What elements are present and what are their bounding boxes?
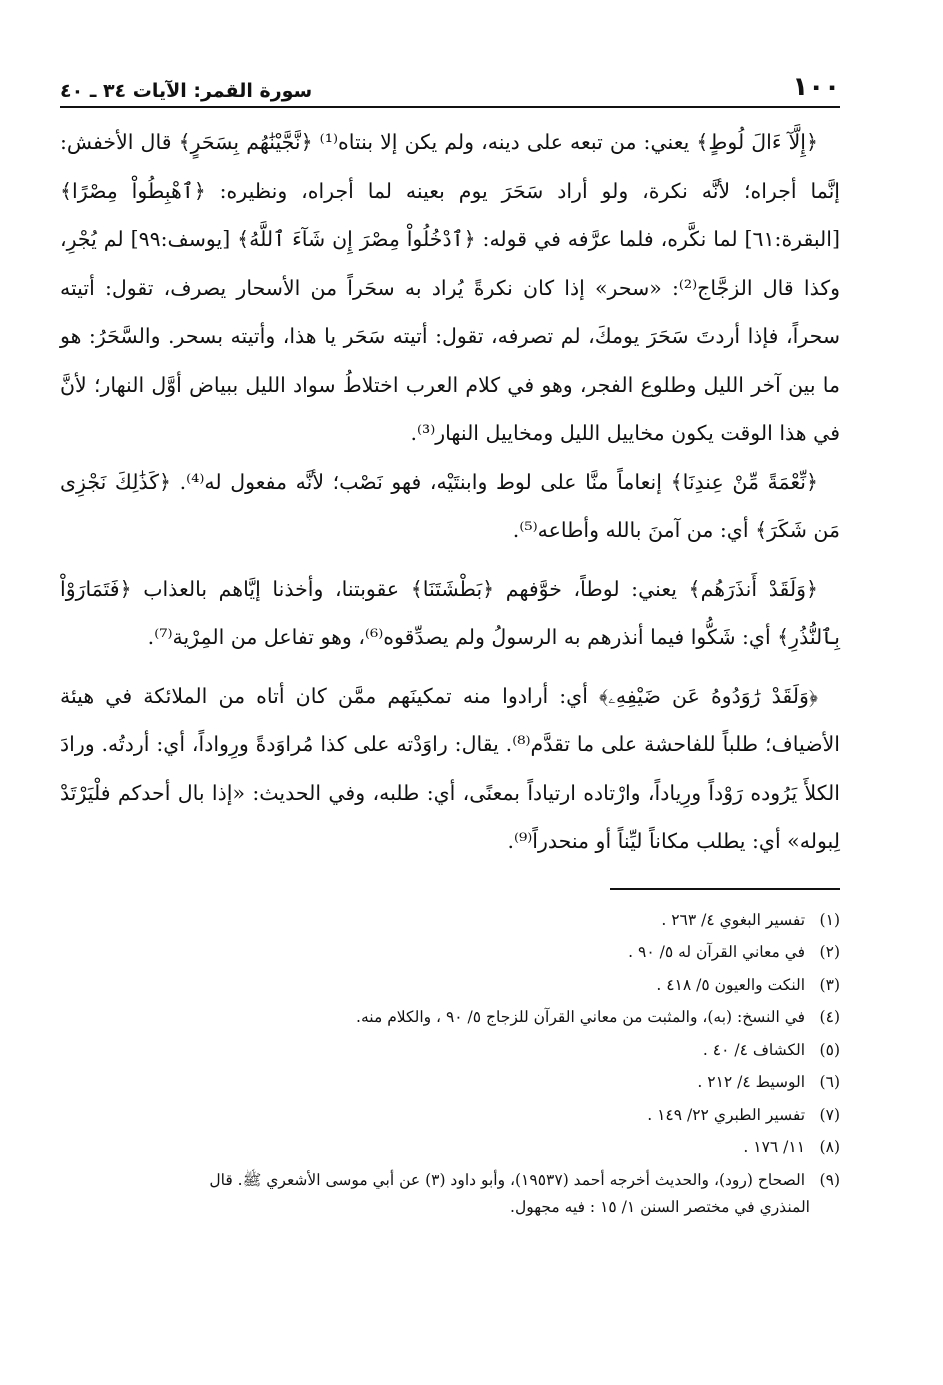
paragraph: ﴿نِّعْمَةً مِّنْ عِندِنَا﴾ إنعاماً منَّا على لوط وابنتَيْه، فهو نَصْب؛ لأنَّه مفعول له⁽⁴⁾. ﴿كَذَٰلِكَ نَجْزِى مَن شَكَرَ﴾ أي: من آمنَ بالله وأطاعه⁽⁵⁾. <box>60 469 840 542</box>
footnote-text: الوسيط ٤/ ٢١٢ . <box>697 1073 806 1091</box>
footnote-text: الصحاح (رود)، والحديث أخرجه أحمد (١٩٥٣٧)، وأبو داود (٣) عن أبي موسى الأشعري ﷺ. قال <box>209 1170 806 1189</box>
running-title: سورة القمر: الآيات ٣٤ ـ ٤٠ <box>60 80 313 102</box>
footnote-number: (٩) <box>819 1170 840 1189</box>
main-text <box>60 118 840 866</box>
footnote-text: تفسير الطبري ٢٢/ ١٤٩ . <box>647 1105 806 1124</box>
footnote-divider <box>610 888 840 890</box>
footnote-number: (٨) <box>819 1138 840 1156</box>
footnote-number: (٤) <box>819 1008 840 1026</box>
footnote-number: (٥) <box>819 1040 840 1059</box>
footnote <box>60 904 840 937</box>
footnote-text: ١١/ ١٧٦ . <box>743 1138 806 1156</box>
paragraph: ﴿وَلَقَدْ رَٰوَدُوهُ عَن ضَيْفِهِۦ﴾ أي: أرادوا منه تمكينَهم ممَّن كان أتاه من الملائكة في هيئة الأضياف؛ طلباً للفاحشة على ما تقدَّم⁽⁸⁾. يقال: راوَدْته على كذا مُراوَدةً ورِواداً، أي: أردتُه. ورادَ الكلأَ يَرُوده رَوْداً ورِياداً، وارْتاده ارتياداً بمعنًى، أي: طلبه، وفي الحديث: «إذا بال أحدكم فلْيَرْتَدْ لِبوله» أي: يطلب مكاناً ليِّناً أو منحدراً⁽⁹⁾. <box>60 683 841 853</box>
book-page <box>60 62 840 1222</box>
page-number: ١٠٠ <box>792 72 840 102</box>
footnote-text: في النسخ: (به)، والمثبت من معاني القرآن للزجاج ٥/ ٩٠ ، والكلام منه. <box>356 1008 806 1026</box>
footnote <box>60 1131 840 1164</box>
footnotes <box>60 904 840 1223</box>
footnote-text: النكت والعيون ٥/ ٤١٨ . <box>656 975 806 994</box>
footnote-number: (٣) <box>819 975 840 994</box>
footnote-continuation: المنذري في مختصر السنن ١/ ١٥ : فيه مجهول. <box>510 1198 810 1216</box>
page-header <box>60 62 840 108</box>
footnote <box>60 1099 840 1132</box>
paragraph: ﴿إِلَّآ ءَالَ لُوطٍ﴾ يعني: من تبعه على دينه، ولم يكن إلا بنتاه⁽¹⁾ ﴿نَّجَّيْنَٰهُم بِسَحَرٍ﴾ قال الأخفش: إنَّما أجراه؛ لأنَّه نكرة، ولو أراد سَحَرَ يوم بعينه لما أجراه، ونظيره: ﴿ٱهْبِطُواْ مِصْرًا﴾ [البقرة:٦١] لما نكَّره، فلما عرَّفه في قوله: ﴿ٱدْخُلُواْ مِصْرَ إِن شَآءَ ٱللَّهُ﴾ [يوسف:٩٩] لم يُجْرِ، وكذا قال الزجَّاج⁽²⁾: «سحر» إذا كان نكرةً يُراد به سحَراً من الأسحار يصرف، تقول: أتيته سحراً، فإذا أردتَ سَحَرَ يومكَ، لم تصرفه، تقول: أتيته سَحَر يا هذا، وأتيته بسحر. والسَّحَرُ: هو ما بين آخر الليل وطلوع الفجر، وهو في كلام العرب اختلاطُ سواد الليل ببياض أوَّل النهار؛ لأنَّ في هذا الوقت يكون مخاييل الليل ومخاييل النهار⁽³⁾. <box>60 130 840 445</box>
paragraph: ﴿وَلَقَدْ أَنذَرَهُم﴾ يعني: لوطاً، خوَّفهم ﴿بَطْشَتَنَا﴾ عقوبتنا، وأخذنا إيَّاهم بالعذاب ﴿فَتَمَارَوْاْ بِٱلنُّذُرِ﴾ أي: شَكُّوا فيما أنذرهم به الرسولُ ولم يصدِّقوه⁽⁶⁾، وهو تفاعل من المِرْية⁽⁷⁾. <box>60 576 840 649</box>
footnote-number: (٧) <box>819 1105 840 1124</box>
footnote <box>60 936 840 969</box>
footnote-text: في معاني القرآن له ٥/ ٩٠ . <box>628 943 806 961</box>
footnote-number: (٦) <box>819 1073 840 1091</box>
footnote-text: الكشاف ٤/ ٤٠ . <box>702 1040 806 1059</box>
footnote-number: (١) <box>819 910 840 929</box>
footnote-text: تفسير البغوي ٤/ ٢٦٣ . <box>661 910 806 929</box>
footnote <box>60 1001 840 1034</box>
footnote <box>60 1034 840 1067</box>
footnote <box>60 969 840 1002</box>
footnote-number: (٢) <box>819 943 840 961</box>
footnote <box>60 1066 840 1099</box>
